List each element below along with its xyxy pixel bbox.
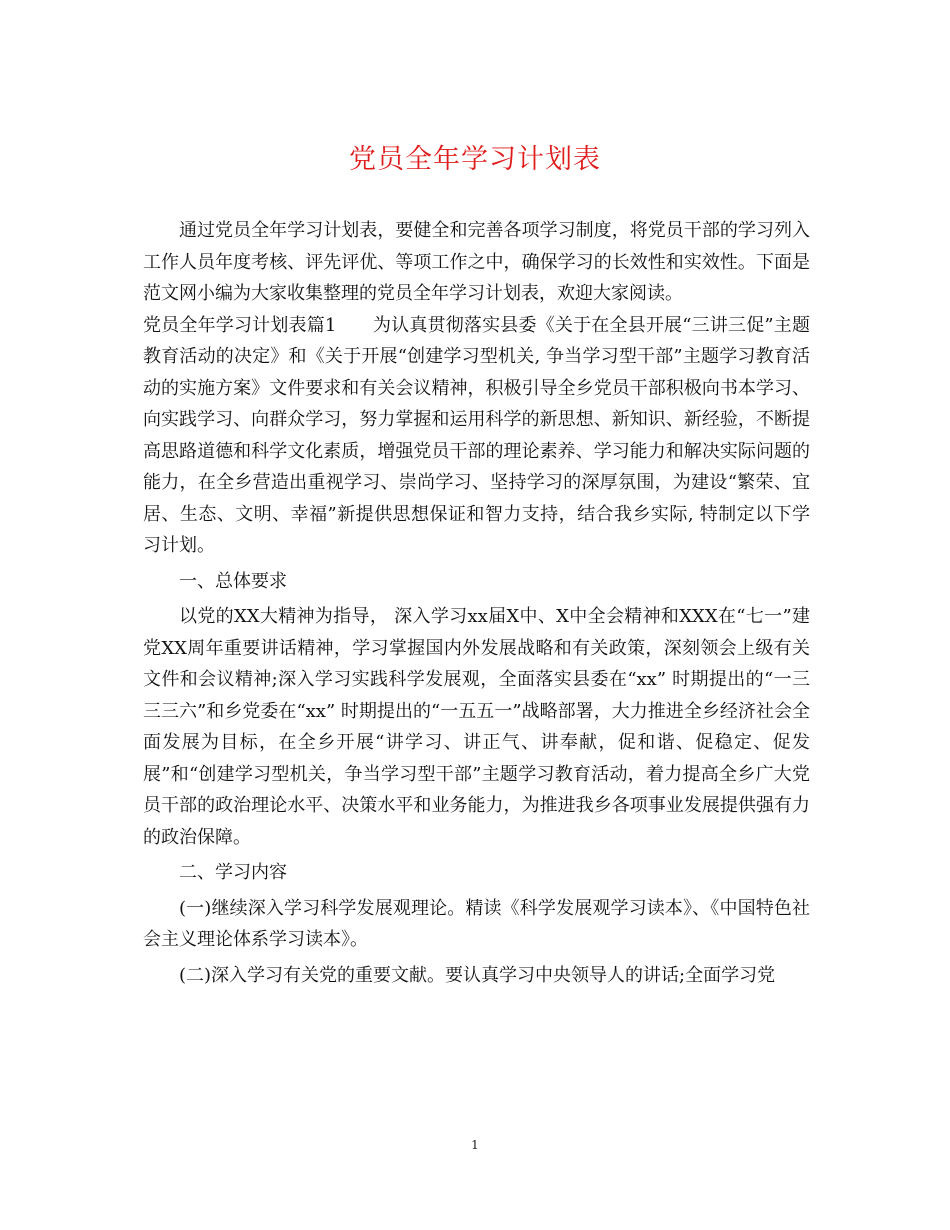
study-content-item-1: (一)继续深入学习科学发展观理论。精读《科学发展观学习读本》、《中国特色社会主义理论体系学习读本》。 bbox=[143, 897, 810, 950]
document-body bbox=[143, 215, 810, 991]
plan-intro-paragraph: 党员全年学习计划表篇1 为认真贯彻落实县委《关于在全县开展“三讲三促”主题教育活动的决定》和《关于开展“创建学习型机关, 争当学习型干部”主题学习教育活动的实施方案》文件要求和有关会议精神，积极引导全乡党员干部积极向书本学习、向实践学习、向群众学习，努力掌握和运用科学的新思想、新知识、新经验，不断提高思路道德和科学文化素质，增强党员干部的理论素养、学习能力和解决实际问题的能力，在全乡营造出重视学习、崇尚学习、坚持学习的深厚氛围，为建设“繁荣、宜居、生态、文明、幸福”新提供思想保证和智力支持，结合我乡实际, 特制定以下学习计划。 bbox=[143, 314, 810, 556]
study-content-item-2: (二)深入学习有关党的重要文献。要认真学习中央领导人的讲话;全面学习党 bbox=[179, 964, 776, 986]
document-title: 党员全年学习计划表 bbox=[349, 144, 601, 175]
section-heading-study-content: 二、学习内容 bbox=[179, 862, 287, 883]
intro-paragraph: 通过党员全年学习计划表，要健全和完善各项学习制度，将党员干部的学习列入工作人员年度考核、评先评优、等项工作之中，确保学习的长效性和实效性。下面是范文网小编为大家收集整理的党员全年学习计划表，欢迎大家阅读。 bbox=[143, 220, 810, 304]
section-heading-general-requirements: 一、总体要求 bbox=[179, 570, 287, 592]
page-number: 1 bbox=[471, 1138, 479, 1152]
general-requirements-paragraph: 以党的XX大精神为指导， 深入学习xx届X中、X中全会精神和XXX在“七一”建党XX周年重要讲话精神，学习掌握国内外发展战略和有关政策，深刻领会上级有关文件和会议精神;深入学习实践科学发展观，全面落实县委在“xx” 时期提出的“一三三三六”和乡党委在“xx” 时期提出的“一五五一”战略部署，大力推进全乡经济社会全面发展为目标，在全乡开展“讲学习、讲正气、讲奉献，促和谐、促稳定、促发展”和“创建学习型机关，争当学习型干部”主题学习教育活动，着力提高全乡广大党员干部的政治理论水平、决策水平和业务能力，为推进我乡各项事业发展提供强有力的政治保障。 bbox=[143, 606, 810, 848]
